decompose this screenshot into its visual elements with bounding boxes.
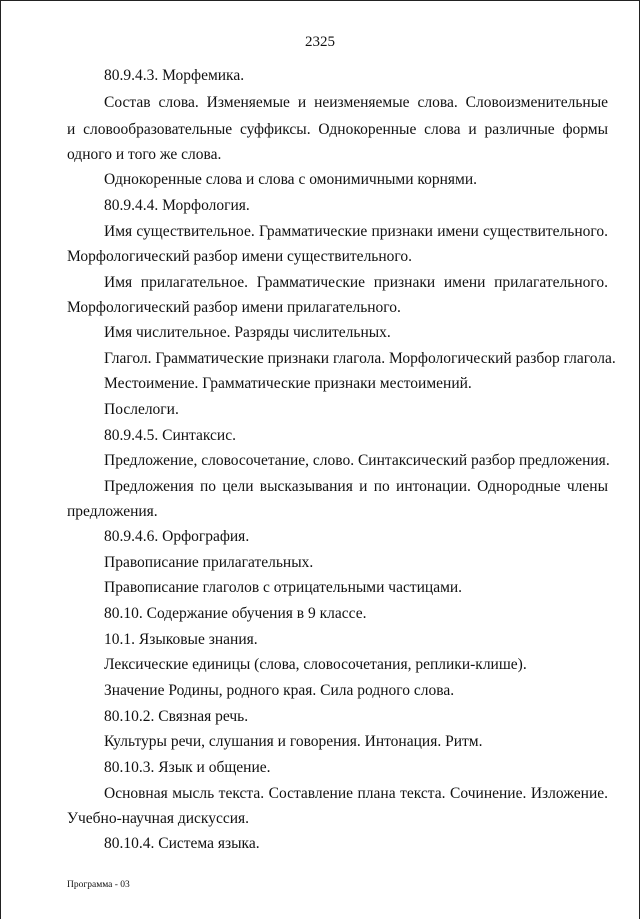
page-number: 2325 [305,34,335,50]
paragraph-line: Местоимение. Грамматические признаки местоимений. [104,375,472,392]
paragraph-line: Послелоги. [104,401,179,418]
paragraph-line: Учебно-научная дискуссия. [67,810,250,827]
page-footer: Программа - 03 [67,880,130,890]
paragraph-line: Морфологический разбор имени существительного. [67,248,413,265]
paragraph-line: Культуры речи, слушания и говорения. Интонация. Ритм. [104,733,483,750]
paragraph-line: Правописание прилагательных. [104,554,314,571]
paragraph-line: Морфологический разбор имени прилагательного. [67,299,401,316]
paragraph-line: Имя существительное. Грамматические признаки имени существительного. [104,223,608,240]
paragraph-line: Основная мысль текста. Составление плана текста. Сочинение. Изложение. [104,785,608,802]
section-heading: 80.9.4.6. Орфография. [104,528,250,545]
section-heading: 80.9.4.5. Синтаксис. [104,427,236,444]
section-heading: 80.9.4.3. Морфемика. [104,67,245,84]
paragraph-line: Состав слова. Изменяемые и неизменяемые слова. Словоизменительные [104,94,608,111]
section-heading: 80.10.4. Система языка. [104,835,260,852]
paragraph-line: Имя числительное. Разряды числительных. [104,324,391,341]
section-heading: 80.9.4.4. Морфология. [104,197,250,214]
paragraph-line: одного и того же слова. [67,146,222,163]
section-heading: 80.10. Содержание обучения в 9 классе. [104,605,367,622]
paragraph-line: Однокоренные слова и слова с омонимичными корнями. [104,171,478,188]
paragraph-line: Предложения по цели высказывания и по интонации. Однородные члены [104,478,608,495]
paragraph-line: Имя прилагательное. Грамматические признаки имени прилагательного. [104,274,608,291]
paragraph-line: Правописание глаголов с отрицательными частицами. [104,579,463,596]
paragraph-line: предложения. [67,503,158,520]
paragraph-line: Значение Родины, родного края. Сила родного слова. [104,682,455,699]
paragraph-line: Предложение, словосочетание, слово. Синтаксический разбор предложения. [104,452,610,469]
section-heading: 10.1. Языковые знания. [104,631,258,648]
section-heading: 80.10.3. Язык и общение. [104,759,271,776]
section-heading: 80.10.2. Связная речь. [104,708,249,725]
paragraph-line: Глагол. Грамматические признаки глагола. Морфологический разбор глагола. [104,350,616,367]
paragraph-line: Лексические единицы (слова, словосочетания, реплики-клише). [104,656,527,673]
paragraph-line: и словообразовательные суффиксы. Однокоренные слова и различные формы [67,121,608,138]
